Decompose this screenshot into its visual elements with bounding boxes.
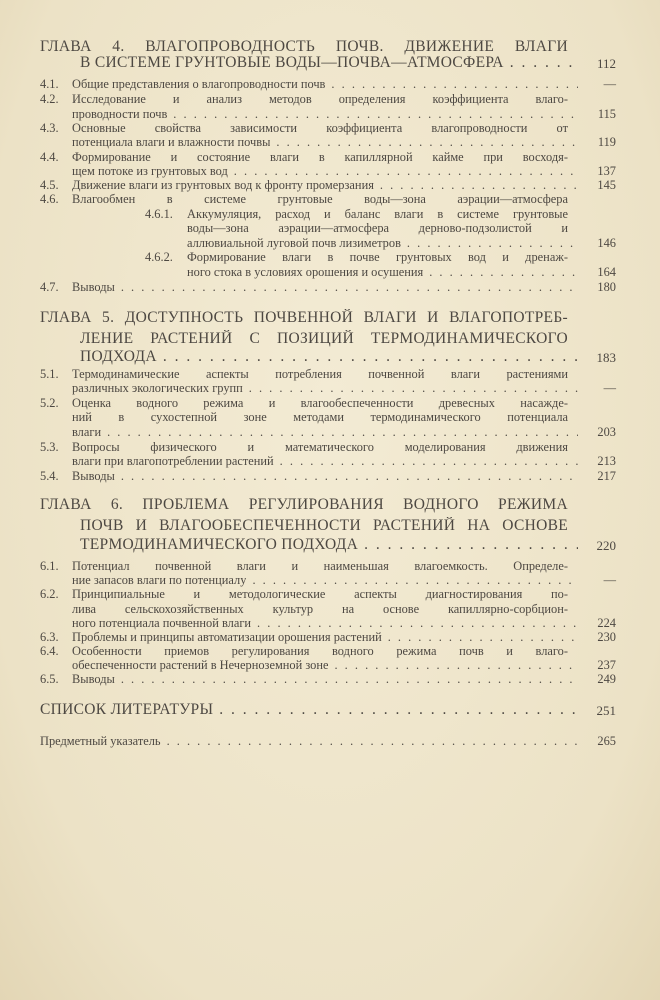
page-number: 213 <box>597 453 616 468</box>
dot-leader <box>101 425 578 440</box>
section-number: 6.3. <box>40 629 59 644</box>
page-number: 249 <box>597 671 616 686</box>
page-number: 265 <box>597 733 616 748</box>
entry-line <box>187 265 578 280</box>
entry-title-text: Выводы <box>72 279 115 294</box>
section-number: 5.1. <box>40 366 59 381</box>
page-number: 230 <box>597 629 616 644</box>
entry-title-text: ГЛАВА 6. ПРОБЛЕМА РЕГУЛИРОВАНИЯ ВОДНОГО РЕЖИМА <box>40 496 568 513</box>
entry-title-text: лива сельскохозяйственных культур на основе капиллярно-сорбцион- <box>72 601 568 616</box>
dot-leader <box>401 236 578 251</box>
entry-line <box>187 221 568 236</box>
entry-title-text: ПОЧВ И ВЛАГООБЕСПЕЧЕННОСТИ РАСТЕНИЙ НА ОСНОВЕ <box>80 517 568 534</box>
page-number: 220 <box>596 537 616 553</box>
entry-line <box>40 701 578 719</box>
entry-title-text: ГЛАВА 5. ДОСТУПНОСТЬ ПОЧВЕННОЙ ВЛАГИ И ВЛАГОПОТРЕБ- <box>40 309 568 326</box>
section-number: 6.1. <box>40 558 59 573</box>
entry-line <box>72 469 578 484</box>
section-number: 4.2. <box>40 91 59 106</box>
dot-leader <box>213 701 578 719</box>
page-number: 217 <box>597 468 616 483</box>
entry-line <box>72 573 578 588</box>
entry-line <box>72 630 578 645</box>
entry-title-text: Проблемы и принципы автоматизации орошения растений <box>72 629 382 644</box>
entry-line <box>72 602 568 617</box>
dot-leader <box>246 573 578 588</box>
dot-leader <box>251 616 578 631</box>
dot-leader <box>161 734 578 749</box>
section-number: 4.6.1. <box>145 206 173 221</box>
entry-title-text: различных экологических групп <box>72 380 243 395</box>
entry-line <box>80 536 578 554</box>
entry-line <box>80 54 578 72</box>
entry-title-text: ЛЕНИЕ РАСТЕНИЙ С ПОЗИЦИЙ ТЕРМОДИНАМИЧЕСКОГО <box>80 330 568 347</box>
dot-leader <box>382 630 578 645</box>
entry-title-text: Потенциал почвенной влаги и наименьшая влагоемкость. Определе- <box>72 558 568 573</box>
entry-title-text: проводности почв <box>72 106 168 121</box>
entry-title-text: Термодинамические аспекты потребления почвенной влаги растениями <box>72 366 568 381</box>
entry-title-text: СПИСОК ЛИТЕРАТУРЫ <box>40 701 214 718</box>
entry-line <box>72 135 578 150</box>
page-number: 183 <box>596 349 616 365</box>
entry-title-text: Оценка водного режима и влагообеспеченности древесных насажде- <box>72 395 568 410</box>
entry-line <box>80 330 568 348</box>
dot-leader <box>228 164 578 179</box>
page-number: 180 <box>597 279 616 294</box>
entry-line <box>187 207 568 222</box>
section-number: 5.2. <box>40 395 59 410</box>
entry-title-text: ний в сухостепной зоне методами термодинамического потенциала <box>72 409 568 424</box>
page-number: 119 <box>597 134 616 149</box>
entry-line <box>72 644 568 659</box>
section-number: 4.4. <box>40 149 59 164</box>
entry-line <box>72 559 568 574</box>
dot-leader <box>423 265 578 280</box>
entry-title-text: обеспеченности растений в Нечерноземной зоне <box>72 657 329 672</box>
dot-leader <box>325 77 578 92</box>
entry-title-text: ПОДХОДА <box>80 348 157 365</box>
entry-title-text: Исследование и анализ методов определения коэффициента влаго- <box>72 91 568 106</box>
entry-title-text: аллювиальной луговой почв лизиметров <box>187 235 401 250</box>
page-number: 137 <box>597 163 616 178</box>
entry-line <box>72 440 568 455</box>
entry-line <box>72 587 568 602</box>
entry-title-text: влаги <box>72 424 102 439</box>
dot-leader <box>115 469 578 484</box>
page-number: 203 <box>597 424 616 439</box>
dot-leader <box>274 454 578 469</box>
dot-leader <box>270 135 578 150</box>
dot-leader <box>358 536 578 554</box>
dot-leader <box>243 381 578 396</box>
entry-title-text: Движение влаги из грунтовых вод к фронту промерзания <box>72 177 374 192</box>
entry-title-text: потенциала влаги и влажности почвы <box>72 134 271 149</box>
entry-line <box>72 658 578 673</box>
dot-leader <box>328 658 578 673</box>
entry-title-text: ного потенциала почвенной влаги <box>72 615 252 630</box>
entry-line <box>72 616 578 631</box>
dot-leader <box>115 280 578 295</box>
section-number: 4.5. <box>40 177 59 192</box>
section-number: 5.4. <box>40 468 59 483</box>
entry-title-text: Формирование и состояние влаги в капиллярной кайме при восходя- <box>72 149 568 164</box>
entry-title-text: Формирование влаги в почве грунтовых вод и дренаж- <box>187 249 568 264</box>
entry-line <box>72 92 568 107</box>
page-number: — <box>603 76 616 91</box>
entry-title-text: Влагообмен в системе грунтовые воды—зона аэрации—атмосфера <box>72 191 568 206</box>
section-number: 6.4. <box>40 643 59 658</box>
section-number: 4.6. <box>40 191 59 206</box>
entry-line <box>72 367 568 382</box>
entry-line <box>72 150 568 165</box>
page-number: 164 <box>597 264 616 279</box>
entry-line <box>72 107 578 122</box>
entry-line <box>80 348 578 366</box>
dot-leader <box>115 672 578 687</box>
section-number: 5.3. <box>40 439 59 454</box>
entry-title-text: Выводы <box>72 468 115 483</box>
entry-title-text: Предметный указатель <box>40 733 161 748</box>
entry-line <box>72 164 578 179</box>
page-number: 237 <box>597 657 616 672</box>
entry-line <box>72 396 568 411</box>
dot-leader <box>504 54 578 72</box>
page-number: — <box>603 380 616 395</box>
page-number: 115 <box>597 106 616 121</box>
page-number: 224 <box>597 615 616 630</box>
entry-title-text: ние запасов влаги по потенциалу <box>72 572 247 587</box>
page-number: 145 <box>597 177 616 192</box>
section-number: 4.6.2. <box>145 249 173 264</box>
entry-line <box>72 454 578 469</box>
entry-line <box>72 425 578 440</box>
section-number: 4.1. <box>40 76 59 91</box>
entry-line <box>187 236 578 251</box>
entry-title-text: ТЕРМОДИНАМИЧЕСКОГО ПОДХОДА <box>80 536 359 553</box>
page-number: 112 <box>596 55 616 71</box>
page-number: — <box>603 572 616 587</box>
entry-title-text: Принципиальные и методологические аспекты диагностирования по- <box>72 586 568 601</box>
entry-line <box>72 280 578 295</box>
entry-line <box>40 734 578 749</box>
entry-title-text: Особенности приемов регулирования водного режима почв и влаго- <box>72 643 568 658</box>
entry-line <box>72 178 578 193</box>
section-number: 4.7. <box>40 279 59 294</box>
dot-leader <box>167 107 578 122</box>
section-number: 6.5. <box>40 671 59 686</box>
entry-line <box>72 192 568 207</box>
entry-title-text: ного стока в условиях орошения и осушения <box>187 264 424 279</box>
entry-line <box>40 496 568 514</box>
entry-line <box>40 309 568 327</box>
page-number: 146 <box>597 235 616 250</box>
entry-title-text: Общие представления о влагопроводности почв <box>72 76 326 91</box>
entry-title-text: воды—зона аэрации—атмосфера дерново-подзолистой и <box>187 220 568 235</box>
entry-title-text: Выводы <box>72 671 115 686</box>
entry-line <box>72 410 568 425</box>
entry-line <box>72 672 578 687</box>
entry-title-text: Вопросы физического и математического моделирования движения <box>72 439 568 454</box>
entry-line <box>80 517 568 535</box>
dot-leader <box>374 178 578 193</box>
section-number: 6.2. <box>40 586 59 601</box>
entry-title-text: В СИСТЕМЕ ГРУНТОВЫЕ ВОДЫ—ПОЧВА—АТМОСФЕРА <box>80 54 504 71</box>
entry-title-text: ГЛАВА 4. ВЛАГОПРОВОДНОСТЬ ПОЧВ. ДВИЖЕНИЕ ВЛАГИ <box>40 38 568 55</box>
entry-line <box>72 381 578 396</box>
page-number: 251 <box>596 702 616 718</box>
entry-title-text: Основные свойства зависимости коэффициента влагопроводности от <box>72 120 568 135</box>
entry-line <box>72 77 578 92</box>
section-number: 4.3. <box>40 120 59 135</box>
entry-title-text: Аккумуляция, расход и баланс влаги в системе грунтовые <box>187 206 568 221</box>
dot-leader <box>157 348 578 366</box>
entry-line <box>187 250 568 265</box>
entry-title-text: влаги при влагопотреблении растений <box>72 453 274 468</box>
entry-title-text: щем потоке из грунтовых вод <box>72 163 228 178</box>
entry-line <box>72 121 568 136</box>
